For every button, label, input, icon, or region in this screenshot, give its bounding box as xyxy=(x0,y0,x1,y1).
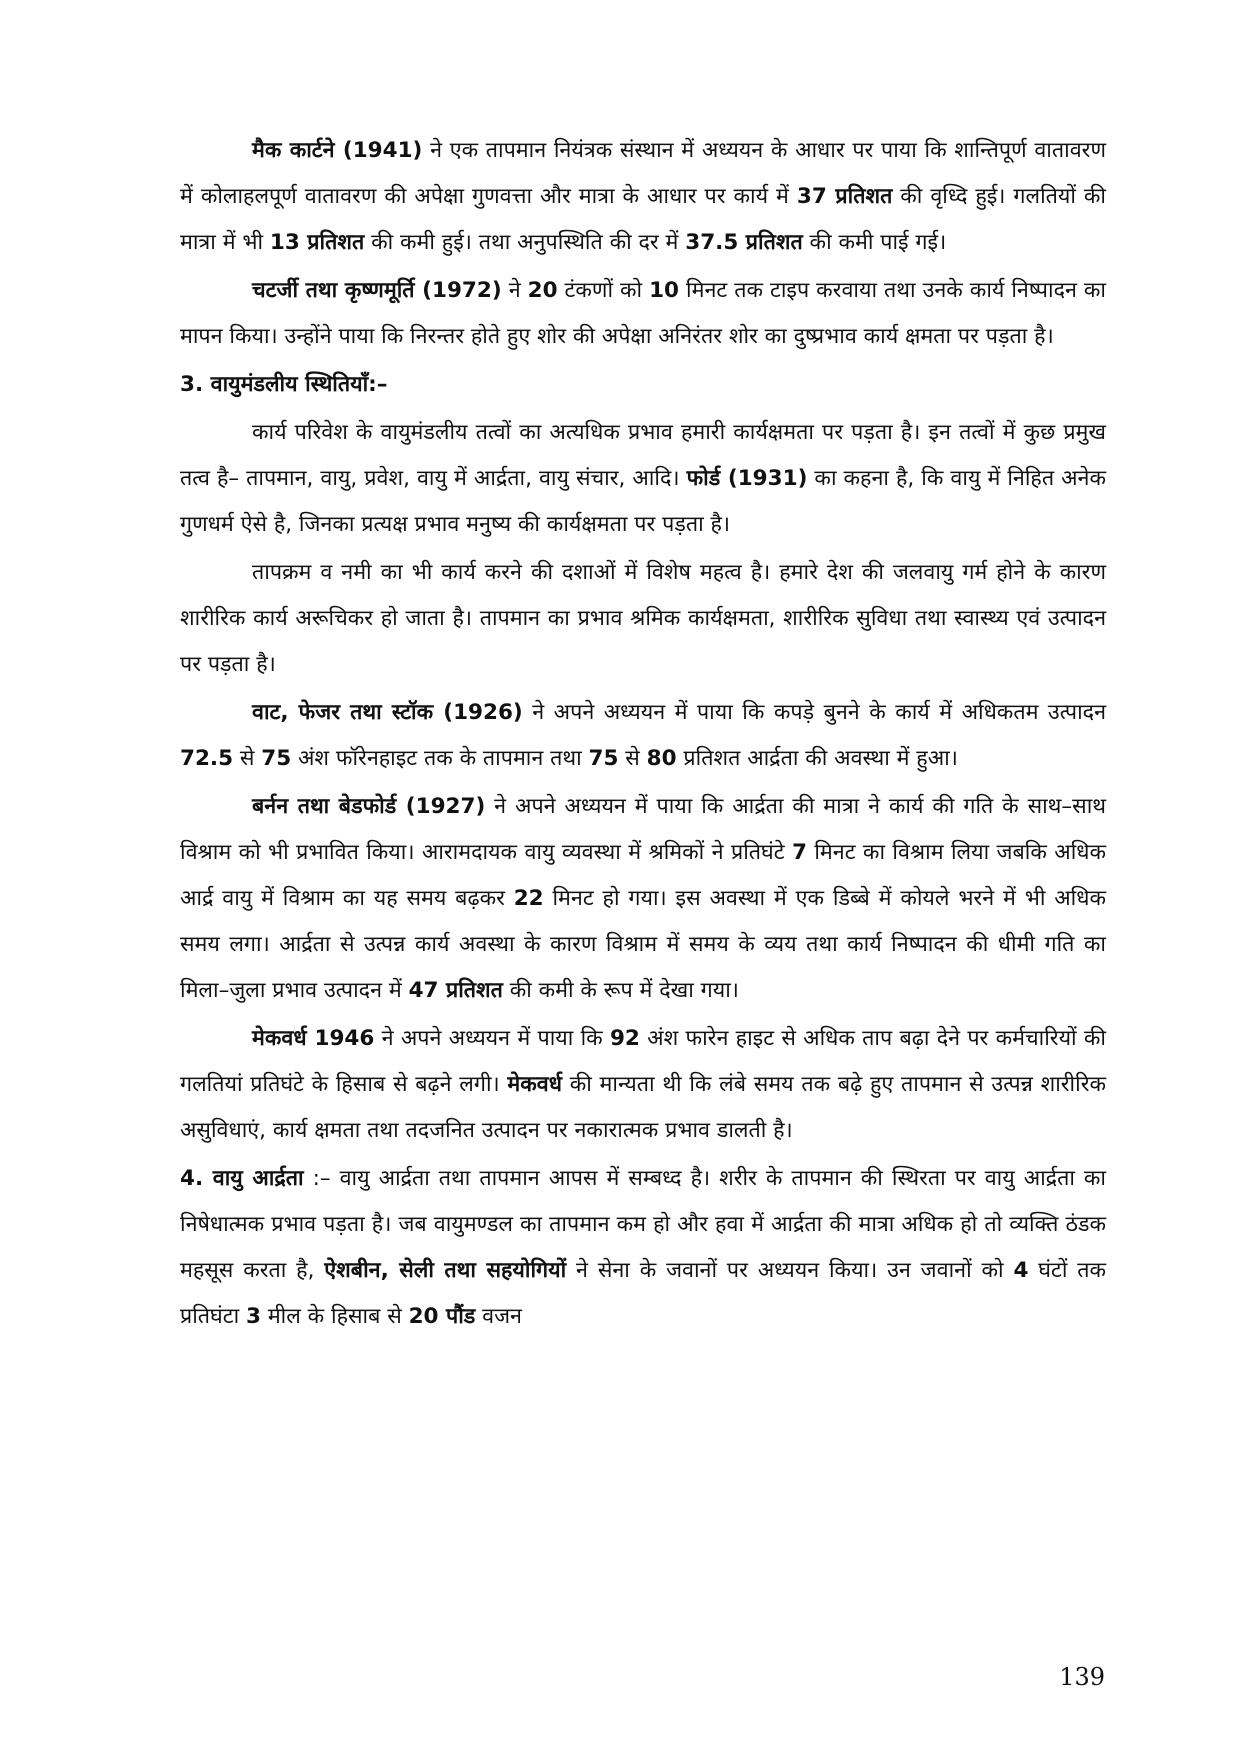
text-segment: मील के हिसाब से xyxy=(260,1304,409,1329)
text-segment: की कमी के रूप में देखा गया। xyxy=(502,978,739,1003)
paragraph-air-humidity xyxy=(180,1156,1106,1340)
highlight-value: 72.5 xyxy=(180,746,234,771)
page-number: 139 xyxy=(1059,1663,1105,1691)
highlight-value: 37.5 प्रतिशत xyxy=(685,230,803,255)
citation-watt-frazer: वाट, फेजर तथा स्टॉक (1926) xyxy=(252,700,523,725)
highlight-value: 37 प्रतिशत xyxy=(796,184,893,209)
text-segment: की मान्यता थी कि लंबे समय तक बढ़े हुए तापमान से उत्पन्न शारीरिक असुविधाएं, कार्य क्षमता तथा तदजनित उत्पादन पर नकारात्मक प्रभाव डालती है। xyxy=(180,1072,1106,1143)
text-segment: प्रतिशत आर्द्रता की अवस्था में हुआ। xyxy=(676,746,958,771)
highlight-value: 20 पौंड xyxy=(408,1304,476,1329)
highlight-value: 92 xyxy=(609,1026,640,1051)
citation-mackworth: मेकवर्ध 1946 xyxy=(252,1026,375,1051)
text-segment: मिनट हो गया। इस अवस्था में एक डिब्बे में कोयले भरने में भी अधिक समय लगा। आर्द्रता से उत्पन्न कार्य अवस्था के कारण विश्राम में समय के व्यय तथा कार्य निष्पादन की धीमी गति का मिला–जुला प्रभाव उत्पादन में xyxy=(180,886,1106,1003)
citation-ashbeen: ऐशबीन, सेली तथा सहयोगियों xyxy=(324,1258,567,1283)
highlight-value: 7 xyxy=(791,840,807,865)
text-segment: वजन xyxy=(475,1304,522,1329)
citation-ford: फोर्ड (1931) xyxy=(686,466,808,491)
text-segment: की वृध्दि हुई। गलतियों की मात्रा में भी xyxy=(180,184,1106,255)
highlight-value: 22 xyxy=(513,886,544,911)
citation-chatterjee: चटर्जी तथा कृष्णमूर्ति (1972) xyxy=(252,278,502,303)
text-segment: की कमी हुई। तथा अनुपस्थिति की दर में xyxy=(364,230,686,255)
highlight-value: 13 प्रतिशत xyxy=(269,230,365,255)
text-segment: से xyxy=(233,746,262,771)
paragraph-temperature-humidity: तापक्रम व नमी का भी कार्य करने की दशाओं में विशेष महत्व है। हमारे देश की जलवायु गर्म होने के कारण शारीरिक कार्य अरूचिकर हो जाता है। तापमान का प्रभाव श्रमिक कार्यक्षमता, शारीरिक सुविधा तथा स्वास्थ्य एवं उत्पादन पर पड़ता है। xyxy=(180,560,1106,677)
text-segment: कार्य परिवेश के वायुमंडलीय तत्वों का अत्यधिक प्रभाव हमारी कार्यक्षमता पर पड़ता है। इन तत्वों में कुछ प्रमुख तत्व है– तापमान, वायु, प्रवेश, वायु में आर्द्रता, वायु संचार, आदि। xyxy=(180,420,1106,491)
paragraph-atmospheric-elements xyxy=(180,410,1106,548)
citation-mackworth-repeat: मेकवर्ध xyxy=(507,1072,562,1097)
text-segment: :– वायु आर्द्रता तथा तापमान आपस में सम्बध्द है। शरीर के तापमान की स्थिरता पर वायु आर्द्रता का निषेधात्मक प्रभाव पड़ता है। जब वायुमण्डल का तापमान कम हो और हवा में आर्द्रता की मात्रा अधिक हो तो व्यक्ति ठंडक महसूस करता है, xyxy=(180,1166,1106,1283)
highlight-value: 20 xyxy=(527,278,558,303)
text-segment: ने एक तापमान नियंत्रक संस्थान में अध्ययन के आधार पर पाया कि शान्तिपूर्ण वातावरण में कोलाहलपूर्ण वातावरण की अपेक्षा गुणवत्ता और मात्रा के आधार पर कार्य में xyxy=(180,138,1106,209)
section-heading-humidity: 4. वायु आर्द्रता xyxy=(180,1166,304,1191)
highlight-value: 80 xyxy=(646,746,677,771)
citation-mccartney: मैक कार्टने (1941) xyxy=(252,138,423,163)
paragraph-mccartney xyxy=(180,128,1106,266)
paragraph-chatterjee xyxy=(180,268,1106,360)
text-segment: ने अपने अध्ययन में पाया कि कपड़े बुनने के कार्य में अधिकतम उत्पादन xyxy=(522,700,1106,725)
text-segment: की कमी पाई गई। xyxy=(802,230,947,255)
paragraph-mackworth xyxy=(180,1016,1106,1154)
highlight-value: 4 xyxy=(1013,1258,1029,1283)
text-segment: से xyxy=(618,746,647,771)
highlight-value: 10 xyxy=(649,278,680,303)
text-segment: घंटों तक प्रतिघंटा xyxy=(180,1258,1107,1329)
highlight-value: 3 xyxy=(246,1304,261,1329)
text-segment: का कहना है, कि वायु में निहित अनेक गुणधर्म ऐसे है, जिनका प्रत्यक्ष प्रभाव मनुष्य की कार्यक्षमता पर पड़ता है। xyxy=(180,466,1106,537)
text-segment: मिनट तक टाइप करवाया तथा उनके कार्य निष्पादन का मापन किया। उन्होंने पाया कि निरन्तर होते हुए शोर की अपेक्षा अनिरंतर शोर का दुष्प्रभाव कार्य क्षमता पर पड़ता है। xyxy=(180,278,1106,349)
paragraph-vernon-bedford xyxy=(180,784,1106,1014)
section-heading-atmospheric: 3. वायुमंडलीय स्थितियॉं:– xyxy=(180,372,388,397)
document-body xyxy=(180,128,1106,1342)
text-segment: ने अपने अध्ययन में पाया कि xyxy=(374,1026,610,1051)
text-segment: ने अपने अध्ययन में पाया कि आर्द्रता की मात्रा ने कार्य की गति के साथ–साथ विश्राम को भी प्रभावित किया। आरामदायक वायु व्यवस्था में श्रमिकों ने प्रतिघंटे xyxy=(180,794,1107,865)
text-segment: अंश फॉरेनहाइट तक के तापमान तथा xyxy=(291,746,589,771)
text-segment: ने सेना के जवानों पर अध्ययन किया। उन जवानों को xyxy=(566,1258,1014,1283)
citation-vernon-bedford: बर्नन तथा बेडफोर्ड (1927) xyxy=(252,794,486,819)
text-segment: टंकणों को xyxy=(557,278,650,303)
highlight-value: 47 प्रतिशत xyxy=(408,978,503,1003)
highlight-value: 75 xyxy=(261,746,292,771)
text-segment: ने xyxy=(501,278,528,303)
text-segment: मिनट का विश्राम लिया जबकि अधिक आर्द्र वायु में विश्राम का यह समय बढ़कर xyxy=(180,840,1106,911)
paragraph-watt-frazer xyxy=(180,690,1106,782)
highlight-value: 75 xyxy=(588,746,619,771)
text-segment: अंश फारेन हाइट से अधिक ताप बढ़ा देने पर कर्मचारियों की गलतियां प्रतिघंटे के हिसाब से बढ़ने लगी। xyxy=(180,1026,1106,1097)
